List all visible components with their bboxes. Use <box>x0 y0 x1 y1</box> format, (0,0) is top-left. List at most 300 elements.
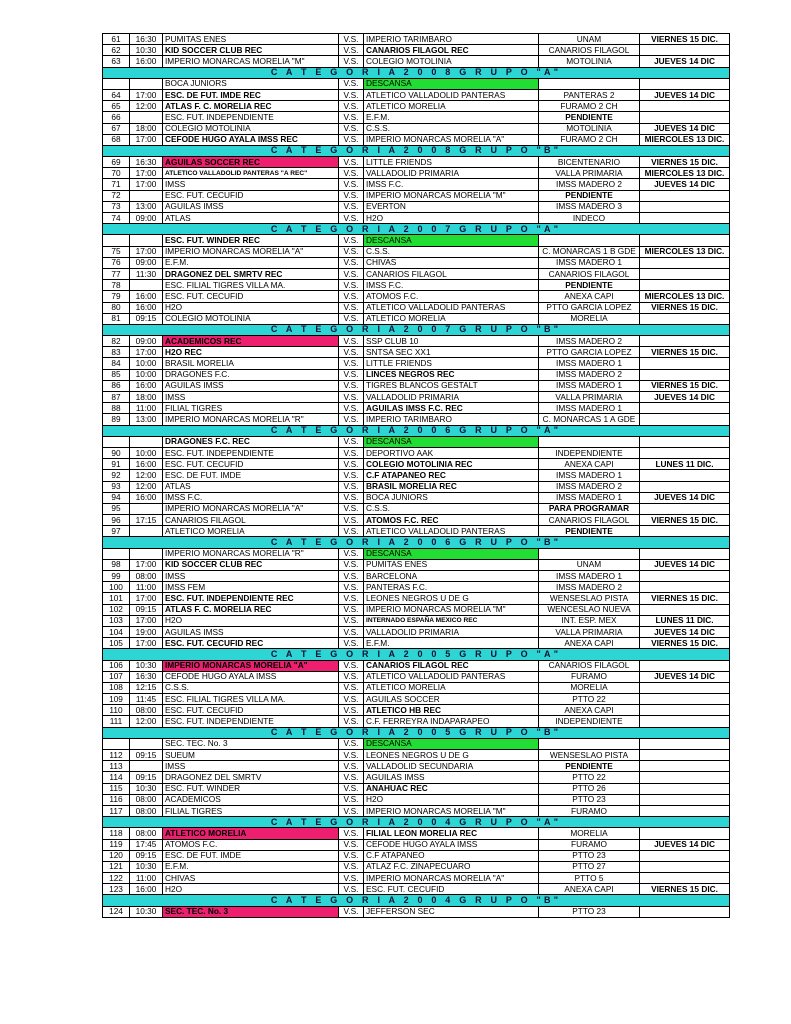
venue: IMSS MADERO 2 <box>539 481 640 492</box>
home-team: BOCA JUNIORS <box>163 78 339 89</box>
match-row <box>103 660 730 671</box>
match-date: VIERNES 15 DIC. <box>640 157 730 168</box>
vs-label: V.S. <box>339 559 364 570</box>
match-time: 08:00 <box>130 805 163 816</box>
match-time: 10:30 <box>130 45 163 56</box>
match-row <box>103 470 730 481</box>
match-time: 16:00 <box>130 492 163 503</box>
match-date <box>640 78 730 89</box>
venue: INT. ESP. MEX <box>539 615 640 626</box>
vs-label: V.S. <box>339 414 364 425</box>
match-date <box>640 750 730 761</box>
away-team: COLEGIO MOTOLINIA <box>364 56 539 67</box>
match-time <box>130 280 163 291</box>
venue: IMSS MADERO 2 <box>539 336 640 347</box>
match-row <box>103 134 730 145</box>
venue <box>539 738 640 749</box>
match-number: 68 <box>103 134 130 145</box>
match-number: 99 <box>103 571 130 582</box>
match-number: 107 <box>103 671 130 682</box>
venue: IMSS MADERO 1 <box>539 470 640 481</box>
home-team: DRAGONES F.C. <box>163 369 339 380</box>
match-time: 09:15 <box>130 313 163 324</box>
vs-label: V.S. <box>339 705 364 716</box>
away-team: CANARIOS FILAGOL REC <box>364 45 539 56</box>
vs-label: V.S. <box>339 123 364 134</box>
away-team: IMPERIO MONARCAS MORELIA "A" <box>364 134 539 145</box>
match-number: 86 <box>103 380 130 391</box>
vs-label: V.S. <box>339 257 364 268</box>
match-number: 72 <box>103 190 130 201</box>
match-time <box>130 738 163 749</box>
match-number: 79 <box>103 291 130 302</box>
venue: IMSS MADERO 2 <box>539 369 640 380</box>
match-number: 124 <box>103 906 130 917</box>
match-date <box>640 235 730 246</box>
match-date <box>640 336 730 347</box>
away-team: ATLAZ F.C. ZINAPECUARO <box>364 861 539 872</box>
match-row <box>103 168 730 179</box>
away-team: DESCANSA <box>364 235 539 246</box>
vs-label: V.S. <box>339 738 364 749</box>
home-team: FILIAL TIGRES <box>163 403 339 414</box>
vs-label: V.S. <box>339 604 364 615</box>
vs-label: V.S. <box>339 235 364 246</box>
home-team: C.S.S. <box>163 682 339 693</box>
away-team: H2O <box>364 794 539 805</box>
away-team: LEONES NEGROS U DE G <box>364 593 539 604</box>
vs-label: V.S. <box>339 34 364 45</box>
away-team: C.S.S. <box>364 123 539 134</box>
home-team: H2O <box>163 302 339 313</box>
away-team: SNTSA SEC XX1 <box>364 347 539 358</box>
match-row <box>103 671 730 682</box>
match-date: VIERNES 15 DIC. <box>640 515 730 526</box>
match-number: 87 <box>103 392 130 403</box>
venue: INDEPENDIENTE <box>539 716 640 727</box>
match-number: 112 <box>103 750 130 761</box>
match-time: 13:00 <box>130 414 163 425</box>
match-row <box>103 615 730 626</box>
match-time: 10:30 <box>130 861 163 872</box>
home-team: COLEGIO MOTOLINIA <box>163 123 339 134</box>
venue: PENDIENTE <box>539 112 640 123</box>
match-number: 61 <box>103 34 130 45</box>
away-team: DESCANSA <box>364 548 539 559</box>
match-date <box>640 45 730 56</box>
vs-label: V.S. <box>339 190 364 201</box>
venue: ANEXA CAPI <box>539 291 640 302</box>
match-row <box>103 157 730 168</box>
match-number: 83 <box>103 347 130 358</box>
match-date: MIERCOLES 13 DIC. <box>640 168 730 179</box>
venue <box>539 548 640 559</box>
away-team: EVERTON <box>364 201 539 212</box>
vs-label: V.S. <box>339 615 364 626</box>
category-header: C A T E G O R I A 2 0 0 4 G R U P O "B" <box>103 895 730 906</box>
match-time: 12:00 <box>130 716 163 727</box>
vs-label: V.S. <box>339 179 364 190</box>
match-row <box>103 123 730 134</box>
match-date <box>640 682 730 693</box>
home-team: ESC. DE FUT. IMDE <box>163 850 339 861</box>
home-team: ACADEMICOS REC <box>163 336 339 347</box>
home-team: ATLETICO MORELIA <box>163 526 339 537</box>
match-time: 16:00 <box>130 884 163 895</box>
away-team: ANAHUAC REC <box>364 783 539 794</box>
match-time: 12:00 <box>130 481 163 492</box>
match-number: 89 <box>103 414 130 425</box>
match-date <box>640 503 730 514</box>
match-number: 122 <box>103 873 130 884</box>
match-date <box>640 705 730 716</box>
match-date <box>640 403 730 414</box>
match-date <box>640 414 730 425</box>
venue: IMSS MADERO 1 <box>539 257 640 268</box>
match-row <box>103 794 730 805</box>
match-number: 95 <box>103 503 130 514</box>
match-date <box>640 358 730 369</box>
vs-label: V.S. <box>339 805 364 816</box>
match-row <box>103 805 730 816</box>
away-team: CHIVAS <box>364 257 539 268</box>
home-team: AGUILAS IMSS <box>163 626 339 637</box>
category-header-row <box>103 895 730 906</box>
venue: PTTO 23 <box>539 794 640 805</box>
match-number: 108 <box>103 682 130 693</box>
match-time: 16:30 <box>130 34 163 45</box>
vs-label: V.S. <box>339 89 364 100</box>
match-row <box>103 873 730 884</box>
match-number: 76 <box>103 257 130 268</box>
match-date: JUEVES 14 DIC <box>640 559 730 570</box>
home-team: FILIAL TIGRES <box>163 805 339 816</box>
match-row <box>103 213 730 224</box>
match-time: 08:00 <box>130 571 163 582</box>
venue: IMSS MADERO 1 <box>539 571 640 582</box>
category-header-row <box>103 67 730 78</box>
match-date <box>640 694 730 705</box>
match-number: 105 <box>103 638 130 649</box>
venue: MOTOLINIA <box>539 56 640 67</box>
match-date <box>640 906 730 917</box>
match-number: 98 <box>103 559 130 570</box>
home-team: ESC. FUT. WINDER <box>163 783 339 794</box>
home-team: SEC. TEC. No. 3 <box>163 738 339 749</box>
vs-label: V.S. <box>339 839 364 850</box>
venue <box>539 235 640 246</box>
venue: IMSS MADERO 1 <box>539 380 640 391</box>
match-date: JUEVES 14 DIC <box>640 89 730 100</box>
match-date <box>640 548 730 559</box>
match-row <box>103 101 730 112</box>
match-time: 09:15 <box>130 772 163 783</box>
match-time: 11:00 <box>130 582 163 593</box>
match-date <box>640 436 730 447</box>
match-date <box>640 526 730 537</box>
vs-label: V.S. <box>339 526 364 537</box>
venue: UNAM <box>539 34 640 45</box>
venue: MORELIA <box>539 682 640 693</box>
match-time: 13:00 <box>130 201 163 212</box>
home-team: ESC. FUT. WINDER REC <box>163 235 339 246</box>
match-number: 74 <box>103 213 130 224</box>
vs-label: V.S. <box>339 548 364 559</box>
match-row <box>103 369 730 380</box>
away-team: C.F. FERREYRA INDAPARAPEO <box>364 716 539 727</box>
venue: FURAMO <box>539 839 640 850</box>
category-header: C A T E G O R I A 2 0 0 5 G R U P O "A" <box>103 649 730 660</box>
vs-label: V.S. <box>339 168 364 179</box>
match-number <box>103 78 130 89</box>
match-row <box>103 884 730 895</box>
match-number <box>103 436 130 447</box>
home-team: ESC. FUT. CECUFID REC <box>163 638 339 649</box>
match-number <box>103 548 130 559</box>
match-number: 101 <box>103 593 130 604</box>
match-date <box>640 582 730 593</box>
match-row <box>103 626 730 637</box>
match-date <box>640 660 730 671</box>
away-team: CEFODE HUGO AYALA IMSS <box>364 839 539 850</box>
match-number: 70 <box>103 168 130 179</box>
away-team: DEPORTIVO AAK <box>364 447 539 458</box>
schedule-table <box>102 33 730 918</box>
match-time: 08:00 <box>130 828 163 839</box>
match-number: 91 <box>103 459 130 470</box>
home-team: AGUILAS IMSS <box>163 380 339 391</box>
away-team: C.S.S. <box>364 246 539 257</box>
venue: PANTERAS 2 <box>539 89 640 100</box>
vs-label: V.S. <box>339 660 364 671</box>
vs-label: V.S. <box>339 213 364 224</box>
match-date <box>640 571 730 582</box>
vs-label: V.S. <box>339 671 364 682</box>
match-date: VIERNES 15 DIC. <box>640 380 730 391</box>
match-time: 17:00 <box>130 134 163 145</box>
match-time: 11:30 <box>130 268 163 279</box>
match-number: 100 <box>103 582 130 593</box>
match-time: 12:00 <box>130 101 163 112</box>
away-team: IMPERIO MONARCAS MORELIA "M" <box>364 604 539 615</box>
away-team: C.F ATAPANEO <box>364 850 539 861</box>
venue: MORELIA <box>539 313 640 324</box>
match-number: 94 <box>103 492 130 503</box>
match-number: 103 <box>103 615 130 626</box>
match-number: 67 <box>103 123 130 134</box>
away-team: IMSS F.C. <box>364 179 539 190</box>
home-team: IMSS <box>163 179 339 190</box>
category-header-row <box>103 324 730 335</box>
match-time: 11:00 <box>130 403 163 414</box>
home-team: ACADEMICOS <box>163 794 339 805</box>
venue: PTTO 22 <box>539 694 640 705</box>
match-number <box>103 235 130 246</box>
match-date: MIERCOLES 13 DIC. <box>640 134 730 145</box>
home-team: ATLAS F. C. MORELIA REC <box>163 101 339 112</box>
match-date: VIERNES 15 DIC. <box>640 34 730 45</box>
match-number: 120 <box>103 850 130 861</box>
match-time: 10:00 <box>130 447 163 458</box>
match-date <box>640 794 730 805</box>
category-header-row <box>103 145 730 156</box>
vs-label: V.S. <box>339 157 364 168</box>
match-date <box>640 213 730 224</box>
match-number: 64 <box>103 89 130 100</box>
home-team: ATLAS <box>163 213 339 224</box>
match-row <box>103 604 730 615</box>
away-team: C.F ATAPANEO REC <box>364 470 539 481</box>
venue: CANARIOS FILAGOL <box>539 45 640 56</box>
schedule-sheet <box>102 33 729 918</box>
away-team: ATLETICO MORELIA <box>364 313 539 324</box>
venue: CANARIOS FILAGOL <box>539 268 640 279</box>
home-team: IMPERIO MONARCAS MORELIA "M" <box>163 56 339 67</box>
match-row <box>103 526 730 537</box>
match-row <box>103 347 730 358</box>
away-team: PUMITAS ENES <box>364 559 539 570</box>
match-row <box>103 313 730 324</box>
category-header: C A T E G O R I A 2 0 0 8 G R U P O "B" <box>103 145 730 156</box>
match-date: JUEVES 14 DIC <box>640 392 730 403</box>
home-team: DRAGONES F.C. REC <box>163 436 339 447</box>
match-number: 69 <box>103 157 130 168</box>
match-row <box>103 459 730 470</box>
venue: VALLA PRIMARIA <box>539 392 640 403</box>
home-team: CHIVAS <box>163 873 339 884</box>
home-team: H2O <box>163 615 339 626</box>
away-team: VALLADOLID PRIMARIA <box>364 392 539 403</box>
home-team: COLEGIO MOTOLINIA <box>163 313 339 324</box>
venue: C. MONARCAS 1 B GDE <box>539 246 640 257</box>
match-time: 10:30 <box>130 660 163 671</box>
match-date <box>640 470 730 481</box>
match-number: 93 <box>103 481 130 492</box>
home-team: CEFODE HUGO AYALA IMSS REC <box>163 134 339 145</box>
match-row <box>103 750 730 761</box>
match-date <box>640 481 730 492</box>
away-team: IMPERIO TARIMBARO <box>364 414 539 425</box>
match-number: 80 <box>103 302 130 313</box>
home-team: ATLAS <box>163 481 339 492</box>
vs-label: V.S. <box>339 436 364 447</box>
match-number: 123 <box>103 884 130 895</box>
vs-label: V.S. <box>339 112 364 123</box>
match-date: MIERCOLES 13 DIC. <box>640 246 730 257</box>
match-number: 71 <box>103 179 130 190</box>
venue: PENDIENTE <box>539 761 640 772</box>
match-number: 119 <box>103 839 130 850</box>
away-team: LITTLE FRIENDS <box>364 157 539 168</box>
match-date <box>640 101 730 112</box>
match-row <box>103 257 730 268</box>
category-header: C A T E G O R I A 2 0 0 8 G R U P O "A" <box>103 67 730 78</box>
match-time: 09:15 <box>130 850 163 861</box>
match-date: VIERNES 15 DIC. <box>640 593 730 604</box>
home-team: H2O <box>163 884 339 895</box>
away-team: ATLETICO VALLADOLID PANTERAS <box>364 671 539 682</box>
away-team: E.F.M. <box>364 112 539 123</box>
match-time: 17:00 <box>130 246 163 257</box>
home-team: ATLETICO VALLADOLID PANTERAS "A REC" <box>163 168 339 179</box>
home-team: SEC. TEC. No. 3 <box>163 906 339 917</box>
home-team: AGUILAS IMSS <box>163 201 339 212</box>
match-time <box>130 526 163 537</box>
match-row <box>103 358 730 369</box>
venue: MOTOLINIA <box>539 123 640 134</box>
match-date <box>640 201 730 212</box>
venue: ANEXA CAPI <box>539 459 640 470</box>
match-number: 78 <box>103 280 130 291</box>
vs-label: V.S. <box>339 626 364 637</box>
match-date <box>640 828 730 839</box>
vs-label: V.S. <box>339 470 364 481</box>
vs-label: V.S. <box>339 291 364 302</box>
venue: IMSS MADERO 1 <box>539 403 640 414</box>
match-date <box>640 850 730 861</box>
match-time: 10:00 <box>130 369 163 380</box>
match-time: 17:00 <box>130 179 163 190</box>
match-time: 17:00 <box>130 168 163 179</box>
venue: PENDIENTE <box>539 190 640 201</box>
match-number: 63 <box>103 56 130 67</box>
home-team: IMSS <box>163 392 339 403</box>
venue: INDEPENDIENTE <box>539 447 640 458</box>
match-time: 09:00 <box>130 336 163 347</box>
match-date <box>640 761 730 772</box>
venue: IMSS MADERO 2 <box>539 179 640 190</box>
match-row <box>103 682 730 693</box>
match-row <box>103 638 730 649</box>
match-date <box>640 738 730 749</box>
match-row <box>103 179 730 190</box>
match-time: 16:00 <box>130 459 163 470</box>
match-row <box>103 861 730 872</box>
match-number: 90 <box>103 447 130 458</box>
match-number: 82 <box>103 336 130 347</box>
vs-label: V.S. <box>339 134 364 145</box>
away-team: IMPERIO TARIMBARO <box>364 34 539 45</box>
vs-label: V.S. <box>339 571 364 582</box>
home-team: IMSS F.C. <box>163 492 339 503</box>
vs-label: V.S. <box>339 593 364 604</box>
match-date <box>640 447 730 458</box>
match-date: VIERNES 15 DIC. <box>640 638 730 649</box>
match-number: 92 <box>103 470 130 481</box>
home-team: ESC. FUT. CECUFID <box>163 190 339 201</box>
venue: UNAM <box>539 559 640 570</box>
match-row <box>103 436 730 447</box>
home-team: ATLAS F. C. MORELIA REC <box>163 604 339 615</box>
home-team: ESC. FILIAL TIGRES VILLA MA. <box>163 694 339 705</box>
away-team: H2O <box>364 213 539 224</box>
venue: VALLA PRIMARIA <box>539 626 640 637</box>
match-date: VIERNES 15 DIC. <box>640 884 730 895</box>
match-time: 09:00 <box>130 213 163 224</box>
match-row <box>103 112 730 123</box>
venue: IMSS MADERO 3 <box>539 201 640 212</box>
away-team: DESCANSA <box>364 738 539 749</box>
category-header-row <box>103 817 730 828</box>
match-date <box>640 112 730 123</box>
home-team: KID SOCCER CLUB REC <box>163 45 339 56</box>
match-time <box>130 235 163 246</box>
venue: IMSS MADERO 1 <box>539 492 640 503</box>
category-header-row <box>103 425 730 436</box>
match-time: 17:00 <box>130 615 163 626</box>
schedule-body <box>103 34 730 918</box>
home-team: PUMITAS ENES <box>163 34 339 45</box>
